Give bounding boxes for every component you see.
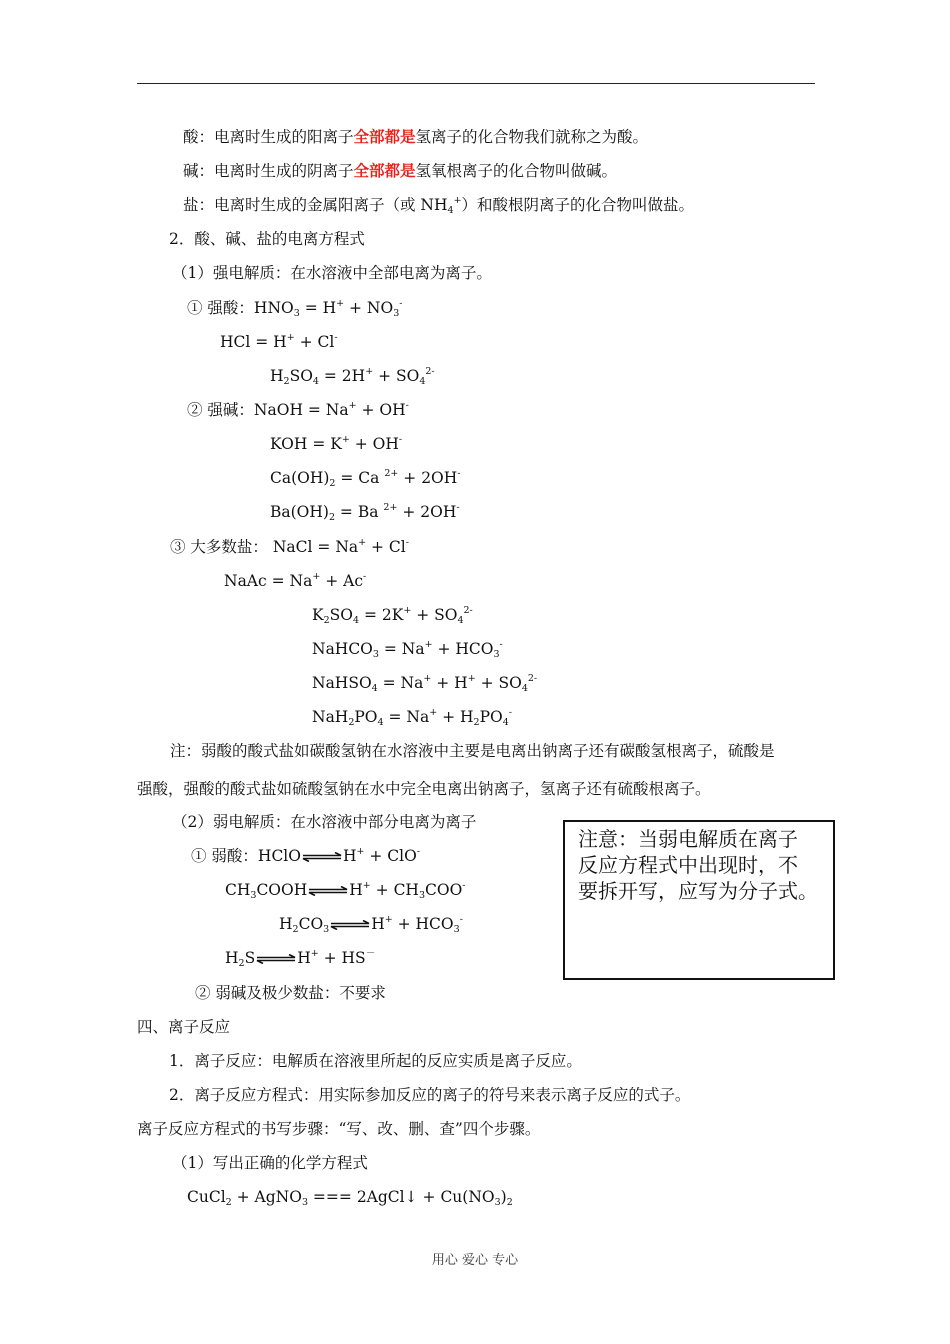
equation-nah2po4: $NaH_2PO_4 = Na^+ + H_2PO_4^-$ [312,707,512,728]
ionic-reaction-definition: 1．离子反应：电解质在溶液里所起的反应实质是离子反应。 [169,1052,582,1070]
note-paragraph-line-2: 强酸，强酸的酸式盐如硫酸氢钠在水中完全电离出钠离子，氢离子还有硫酸根离子。 [137,780,711,798]
equation-hcl: HCl = H+ + Cl- [220,332,338,351]
ionic-equation-definition: 2．离子反应方程式：用实际参加反应的离子的符号来表示离子反应的式子。 [169,1086,691,1104]
equation-ch3cooh: $CH_3COOH$ $H^+ + CH_3COO^-$ [225,880,466,901]
equation-nahco3: NaHCO$_3$ = $Na^+ + HCO_3^-$ [312,639,503,660]
equation-h2s: $H_2S$ H+ + HS－ [225,948,376,969]
equation-hclo: ① 弱酸：HClO H+ + ClO- [191,846,421,865]
equation-nahso4: NaHSO$_4$ = $Na^+ + H^+ + SO_4^{2-}$ [312,673,538,694]
equation-nacl: ③ 大多数盐： NaCl = Na+ + Cl- [170,537,409,556]
equation-h2so4: $H_2SO_4 = 2H^+ + SO_4^{2-}$ [270,366,435,387]
equilibrium-arrow-icon [330,920,370,930]
equation-caoh2: $Ca(OH)_2 = Ca$ $^{2+}$ + 2OH- [270,468,461,489]
section-heading-2: 2．酸、碱、盐的电离方程式 [169,230,365,248]
equilibrium-arrow-icon [302,852,342,862]
header-rule [137,83,815,84]
section-heading-4: 四、离子反应 [137,1018,231,1036]
weak-base-line: ② 弱碱及极少数盐：不要求 [195,984,386,1002]
equilibrium-arrow-icon [308,886,348,896]
step-1-heading: （1）写出正确的化学方程式 [172,1154,368,1172]
note-box-line-1: 注意：当弱电解质在离子 [578,827,798,851]
equation-naac: NaAc = Na+ + Ac- [224,571,367,590]
equilibrium-arrow-icon [256,954,296,964]
definition-acid: 酸：电离时生成的阳离子全部都是氢离子的化合物我们就称之为酸。 [183,127,649,146]
strong-electrolyte-heading: （1）强电解质：在水溶液中全部电离为离子。 [172,264,492,282]
definition-base: 碱：电离时生成的阴离子全部都是氢氧根离子的化合物叫做碱。 [183,161,618,180]
page-footer: 用心 爱心 专心 [431,1253,519,1268]
note-box-line-3: 要拆开写，应写为分子式。 [578,879,818,903]
equation-k2so4: $K_2SO_4 = 2K^+ + SO_4^{2-}$ [312,605,473,626]
note-paragraph-line-1: 注：弱酸的酸式盐如碳酸氢钠在水溶液中主要是电离出钠离子还有碳酸氢根离子，硫酸是 [170,742,775,760]
weak-electrolyte-heading: （2）弱电解质：在水溶液中部分电离为离子 [172,813,477,831]
equation-h2co3: $H_2CO_3$ $H^+ + HCO_3^-$ [279,914,463,935]
equation-koh: KOH = K+ + OH- [270,434,403,453]
note-box-line-2: 反应方程式中出现时，不 [578,853,798,877]
definition-salt: 盐：电离时生成的金属阳离子（或 $NH_4^+$）和酸根阴离子的化合物叫做盐。 [183,195,695,216]
equation-naoh: ② 强碱：NaOH = Na+ + OH- [187,400,409,419]
equation-hno3: ① 强酸：$HNO_3 = H^+ + NO_3^-$ [187,298,403,319]
note-box [563,820,835,980]
equation-baoh2: $Ba(OH)_2 = Ba$ $^{2+}$ + 2OH- [270,502,460,523]
writing-steps: 离子反应方程式的书写步骤：“写、改、删、查”四个步骤。 [137,1120,541,1138]
equation-cucl2-agno3: CuCl$_2$ + AgNO$_3$ === 2AgCl↓ + $Cu(NO_3)_2$ [187,1188,513,1208]
